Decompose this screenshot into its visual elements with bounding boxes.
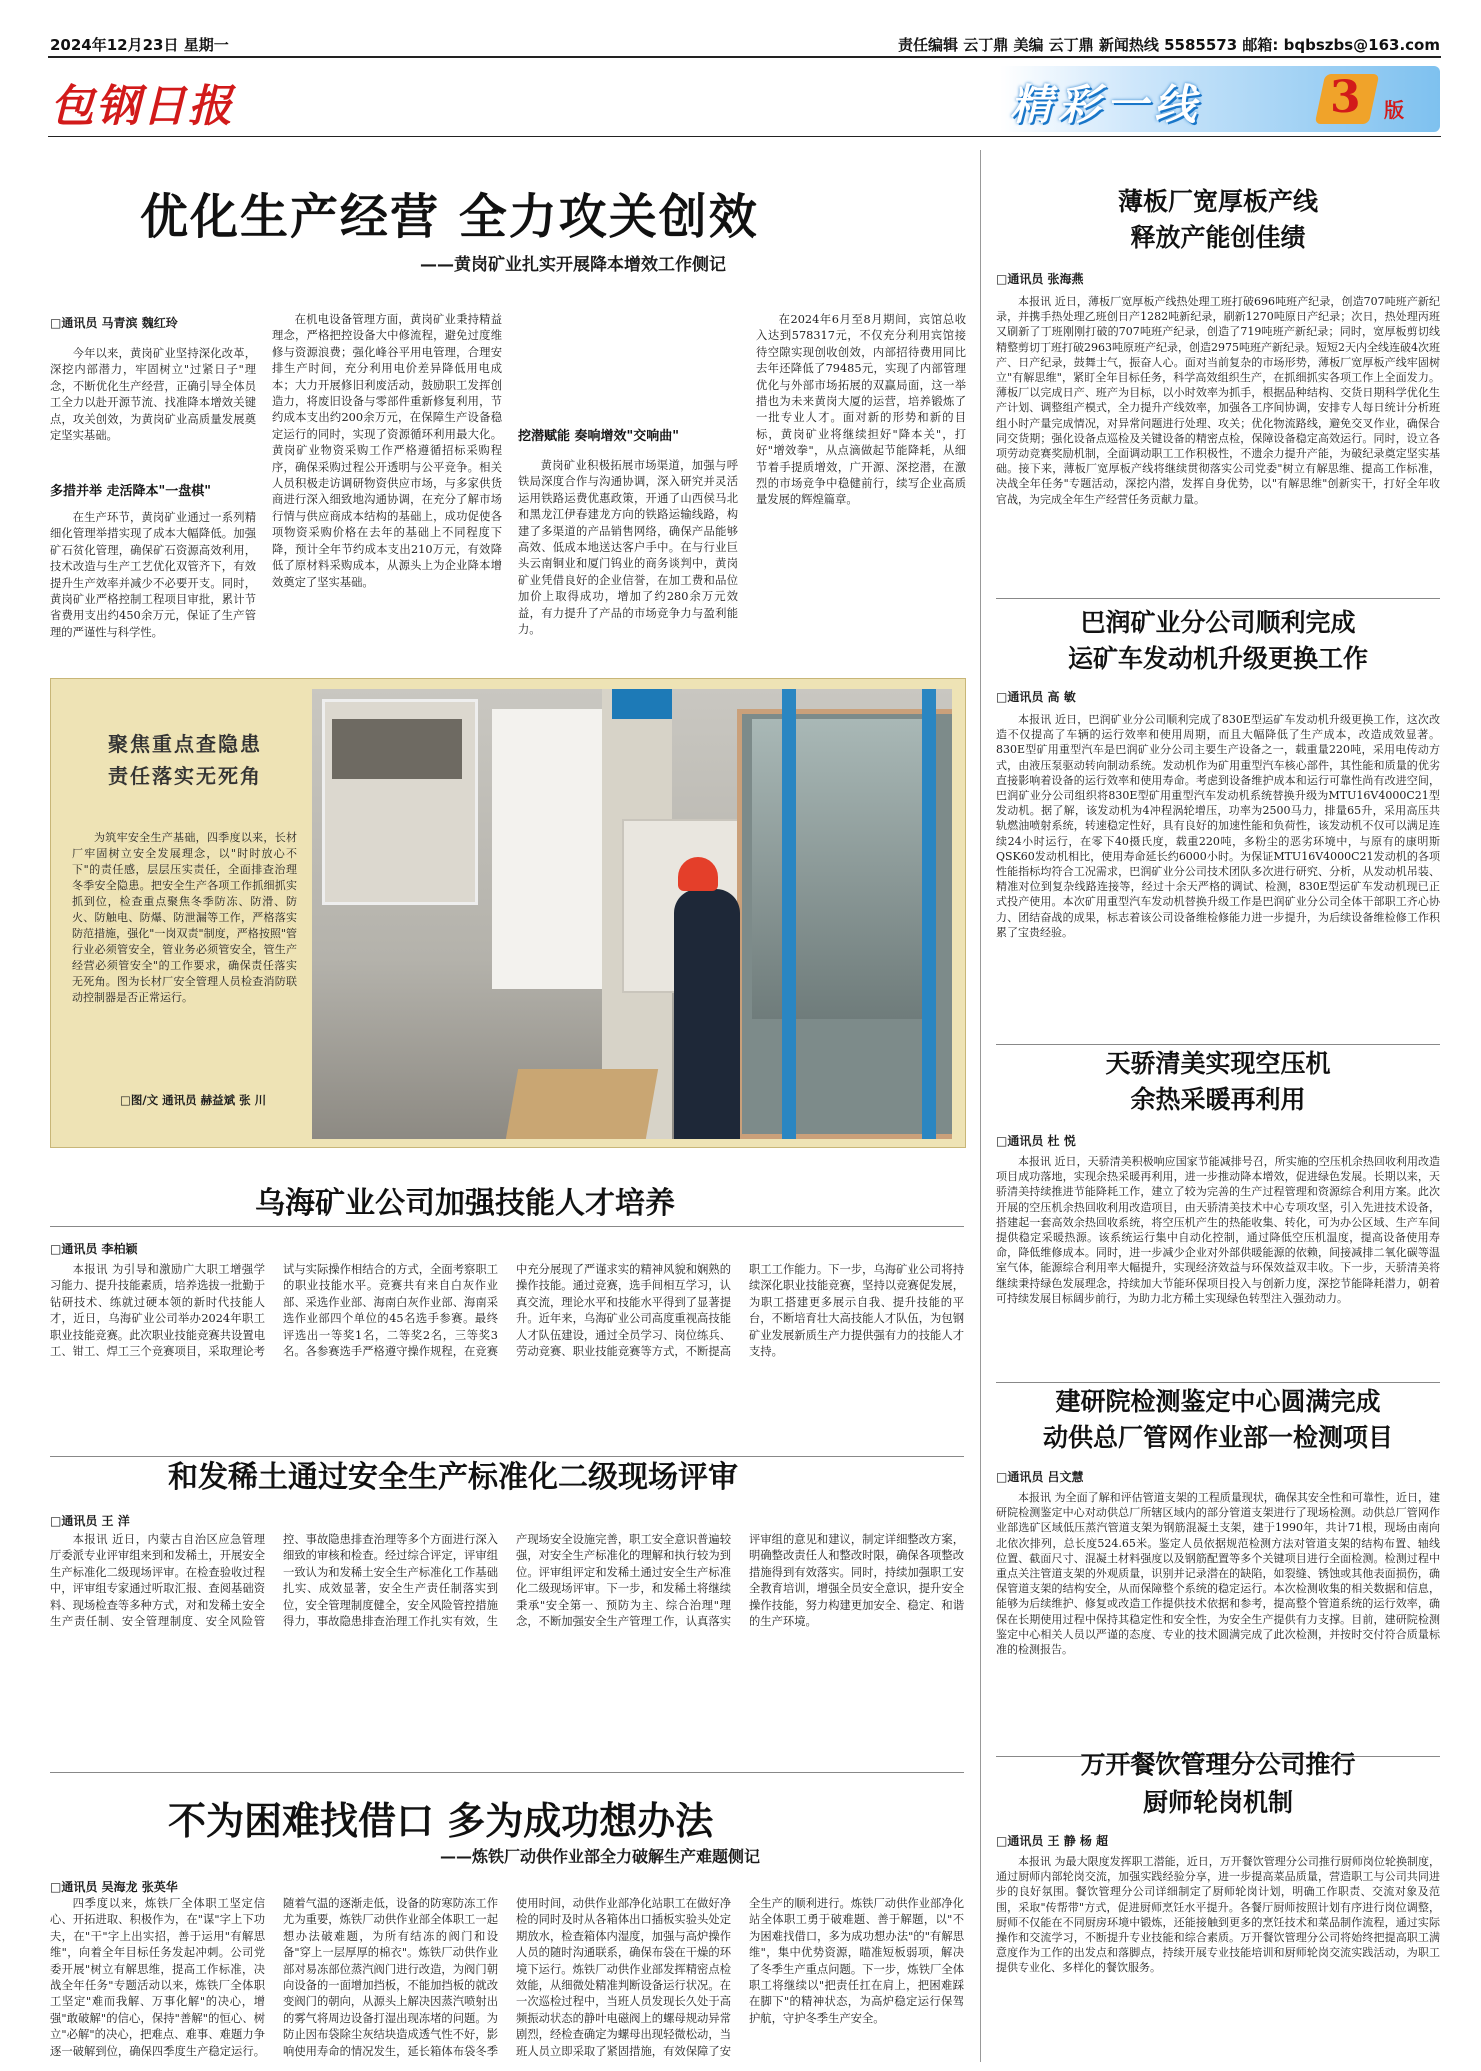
section-subheading: 多措并举 走活降本"一盘棋" (50, 484, 212, 499)
article-body: 本报讯 为引导和激励广大职工增强学习能力、提升技能素质，培养选拔一批勤于钻研技术、练就过硬本领的新时代技能人才，近日，乌海矿业公司举办2024年职工职业技能竞赛。此次职业技能竞赛共设置电工、钳工、焊工三个竞赛项目，采取理论考试与实际操作相结合的方式，全面考察职工的职业技能水平。竞赛共有来自白灰作业部、采选作业部、海南白灰作业部、海南采选作业部四个单位的45名选手参赛。最终评选出一等奖1名，二等奖2名，三等奖3名。各参赛选手严格遵守操作规程，在竞赛中充分展现了严谨求实的精神风貌和娴熟的操作技能。通过竞赛，选手间相互学习，认真交流，理论水平和技能水平得到了显著提升。近年来，乌海矿业公司高度重视高技能人才队伍建设，通过全员学习、岗位练兵、劳动竞赛、职业技能竞赛等方式，不断提高职工工作能力。下一步，乌海矿业公司将持续深化职业技能竞赛，坚持以竞赛促发展，为职工搭建更多展示自我、提升技能的平台，不断培育壮大高技能人才队伍，为包钢矿业发展新质生产力提供强有力的技能人才支持。 (50, 1263, 964, 1359)
article-title: 不为困难找借口 多为成功想办法 (168, 1799, 714, 1843)
article-body: 本报讯 近日，内蒙古自治区应急管理厅委派专业评审组来到和发稀土，开展安全生产标准化二级现场评审。在检查验收过程中，评审组专家通过听取汇报、查阅基础资料、现场检查等多种方式，对和发稀土安全生产责任制、安全管理制度、安全风险管控、事故隐患排查治理等多个方面进行深入细致的审核和检查。经过综合评定，评审组一致认为和发稀土安全生产标准化工作基础扎实、成效显著，安全生产责任制落实到位，安全管理制度健全，安全风险管控措施得力，事故隐患排查治理工作扎实有效，生产现场安全设施完善，职工安全意识普遍较强，对安全生产标准化的理解和执行较为到位。评审组评定和发稀土通过安全生产标准化二级现场评审。下一步，和发稀土将继续秉承"安全第一、预防为主、综合治理"理念，不断加强安全生产管理工作，认真落实评审组的意见和建议，制定详细整改方案，明确整改责任人和整改时限，确保各项整改措施得到有效落实。同时，持续加强职工安全教育培训，增强全员安全意识，提升安全操作技能，努力构建更加安全、稳定、和谐的生产环境。 (50, 1533, 964, 1629)
title-line2: 余热采暖再利用 (1130, 1085, 1306, 1114)
divider (996, 1382, 1440, 1383)
column-divider (980, 150, 981, 2062)
article-title (996, 184, 1440, 256)
title-line1: 建研院检测鉴定中心圆满完成 (1055, 1387, 1381, 1416)
title-line1: 天骄清美实现空压机 (1105, 1049, 1331, 1078)
divider (996, 1044, 1440, 1045)
page-suffix: 版 (1384, 98, 1404, 122)
header-rule (48, 56, 1441, 58)
article-body: 本报讯 近日，天骄清美积极响应国家节能减排号召，所实施的空压机余热回收利用改造项目成功落地，实现余热采暖再利用，进一步推动降本增效，促进绿色发展。长期以来，天骄清美持续推进节能降耗工作，建立了较为完善的生产过程管理和资源综合利用方案。此次开展的空压机余热回收利用改造项目，由天骄清美技术中心专项攻坚，引入先进技术设备，搭建起一套高效余热回收系统，将空压机产生的热能收集、转化，可为办公区域、生产车间提供稳定采暖热源。该系统运行集中自动化控制，通过降低空压机温度，提高设备使用寿命，降低维修成本。同时，进一步减少企业对外部供暖能源的依赖，间接减排二氧化碳等温室气体，能源综合利用率大幅提升，实现经济效益与环保效益双丰收。下一步，天骄清美将继续秉持绿色发展理念，持续加大节能环保项目投入与创新力度，深挖节能降耗潜力，朝着可持续发展目标阔步前行，为助力北方稀土实现绿色转型注入强劲动力。 (996, 1155, 1440, 1305)
article-body: 四季度以来，炼铁厂全体职工坚定信心、开拓进取、积极作为，在"谋"字上下功夫，在"干"字上出实招，善于运用"有解思维"，向着全年目标任务发起冲刺。公司党委开展"树立有解思维，提高工作标准，决战全年任务"专题活动以来，炼铁厂全体职工坚定"难而我解、万事化解"的决心，增强"敢破解"的信心，保持"善解"的恒心、树立"必解"的决心，把难点、难事、难题力争逐一破解到位，确保四季度生产稳定运行。随着气温的逐渐走低，设备的防寒防冻工作尤为重要，炼铁厂动供作业部全体职工一起想办法破难题，为所有结冻的阀门和设备"穿上一层厚厚的棉衣"。炼铁厂动供作业部对易冻部位蒸汽阀门进行改造，为阀门朝向设备的一面增加挡板，不能加挡板的就改变阀门的朝向，从源头上解决因蒸汽喷射出的雾气将周边设备打湿出现冻堵的问题。为防止因布袋除尘灰结块造成透气性不好，影响使用寿命的情况发生，延长箱体布袋冬季使用时间，动供作业部净化站职工在做好净检的同时及时从各箱体出口插板实验头处定期放水，检查箱体内湿度，加强与高炉操作人员的随时沟通联系，确保布袋在干燥的环境下运行。炼铁厂动供作业部发挥精密点检效能，从细微处精准判断设备运行状况。在一次巡检过程中，当班人员发现长久处于高频振动状态的静叶电磁阀上的螺母规动异常剧烈，经检查确定为螺母出现轻微松动，当班人员立即采取了紧固措施，有效保障了安全生产的顺利进行。炼铁厂动供作业部净化站全体职工勇于破难题、善于解题，以"不为困难找借口，多为成功想办法"的"有解思维"，集中优势资源，瞄准短板弱项，解决了冬季生产重点问题。下一步，炼铁厂全体职工将继续以"把责任扛在肩上，把困难踩在脚下"的精神状态，为高炉稳定运行保驾护航，守护冬季生产安全。 (50, 1897, 964, 2058)
section-name: 精彩一线 (1010, 80, 1203, 129)
article-title (996, 605, 1440, 677)
article-body: 本报讯 近日，巴润矿业分公司顺利完成了830E型运矿车发动机升级更换工作，这次改造不仅提高了车辆的运行效率和使用周期，而且大幅降低了生产成本，改造成效显著。830E型矿用重型汽车是巴润矿业分公司主要生产设备之一，载重量220吨，采用电传动方式，由液压泵驱动转向制动系统。发动机作为矿用重型汽车核心部件，其性能和质量的优劣直接影响着设备的运行效率和使用寿命。考虑到设备维护成本和运行可靠性尚有改进空间，巴润矿业分公司组织将830E型矿用重型汽车发动机系统替换升级为MTU16V4000C21型发动机。据了解，该发动机为4冲程涡轮增压，功率为2500马力，排量65升，采用高压共轨燃油喷射系统，转速稳定性好，具有良好的加速性能和负荷性，该发动机不仅可以满足连续24小时运行，在零下40摄氏度，载重220吨，多粉尘的恶劣环境中，与原有的康明斯QSK60发动机相比，使用寿命延长约6000小时。为保证MTU16V4000C21发动机的各项性能指标均符合工况需求，巴润矿业分公司技术团队多次进行研究、分析，从发动机吊装、精准对位到复杂线路连接等，经过十余天严格的调试、检测，830E型运矿车发动机现已正式投产使用。本次矿用重型汽车发动机替换升级工作是巴润矿业分公司全体干部职工齐心协力、团结奋战的成果，标志着该公司设备维检修能力进一步提升，为后续设备维检修工作积累了宝贵经验。 (996, 713, 1440, 939)
article-title (996, 1046, 1440, 1118)
title-line2: 厨师轮岗机制 (1142, 1788, 1293, 1817)
reporter: □通讯员 王 静 杨 超 (996, 1834, 1109, 1848)
reporter: □通讯员 王 洋 (50, 1514, 130, 1528)
title-line1: 万开餐饮管理分公司推行 (1080, 1750, 1356, 1779)
reporter: □通讯员 吴海龙 张英华 (50, 1880, 178, 1894)
article-body-col1: 今年以来，黄岗矿业坚持深化改革，深挖内部潜力，牢固树立"过紧日子"理念，不断优化生产经营，正确引导全体员工全力以赴开源节流、找准降本增效关键点，攻关创效，为黄岗矿业高质量发展奠定坚实基础。 (50, 347, 256, 443)
article-body-col4: 在2024年6月至8月期间，宾馆总收入达到578317元，不仅充分利用宾馆接待空隙实现创收创效，内部招待费用同比去年还降低了79485元，实现了内部管理优化与外部市场拓展的双赢局面，这一举措也为未来黄岗大厦的运营，培养锻炼了一批专业人才。面对新的形势和新的目标，黄岗矿业将继续担好"降本关"，打好"增效拳"，从点滴做起节能降耗，从细节着手提质增效，广开源、深挖潜，在激烈的市场竞争中稳健前行，续写企业高质量发展的辉煌篇章。 (756, 313, 966, 507)
photo-inspection (312, 689, 952, 1139)
section-subheading: 挖潜赋能 奏响增效"交响曲" (518, 429, 680, 444)
title-line2: 释放产能创佳绩 (1130, 223, 1306, 252)
header-rule-2 (48, 136, 1441, 137)
article-title: 优化生产经营 全力攻关创效 (140, 189, 759, 245)
photo-caption: 为筑牢安全生产基础，四季度以来，长材厂牢固树立安全发展理念，以"时时放心不下"的责任感，层层压实责任，全面排查治理冬季安全隐患。把安全生产各项工作抓细抓实抓到位，检查重点聚焦冬季防冻、防滑、防火、防触电、防爆、防泄漏等工作，严格落实防范措施，强化"一岗双责"制度，严格按照"管行业必须管安全，管业务必须管安全，管生产经营必须管安全"的工作要求，确保责任落实无死角。图为长材厂安全管理人员检查消防联动控制器是否正常运行。 (72, 831, 297, 1004)
article-title: 和发稀土通过安全生产标准化二级现场评审 (168, 1460, 738, 1495)
article-body-col2: 在机电设备管理方面，黄岗矿业秉持精益理念，严格把控设备大中修流程，避免过度维修与资源浪费；强化峰谷平用电管理，合理安排生产时间，充分利用电价差异降低用电成本；大力开展修旧利废活动，鼓励职工发挥创造力，将废旧设备与零部件重新修复利用，节约成本支出约200余万元，在保障生产设备稳定运行的同时，实现了资源循环利用最大化。黄岗矿业物资采购工作严格遵循招标采购程序，确保采购过程公开透明与公平竞争。相关人员积极走访调研物资供应市场，与多家供货商进行深入细致地沟通协调，在充分了解市场行情与供应商成本结构的基础上，成功促使各项物资采购价格在去年的基础上不同程度下降，预计全年节约成本支出210万元，有效降低了原材料采购成本，从源头上为企业降本增效奠定了坚实基础。 (272, 313, 502, 589)
title-line2: 运矿车发动机升级更换工作 (1067, 644, 1368, 673)
title-line2: 动供总厂管网作业部一检测项目 (1042, 1423, 1393, 1452)
reporter: □通讯员 马青滨 魏红玲 (50, 316, 178, 330)
article-body-col3: 黄岗矿业积极拓展市场渠道，加强与呼铁局深度合作与沟通协调，深入研究并灵活运用铁路运费优惠政策，开通了山西侯马北和黑龙江伊春建龙方向的铁路运输线路，构建了多渠道的产品销售网络，确保产品能够高效、低成本地送达客户手中。在与行业巨头云南铜业和厦门钨业的商务谈判中，黄岗矿业凭借良好的企业信誉，在加工费和品位加价上取得成功，增加了约280余万元效益，有力提升了产品的市场竞争力与盈利能力。 (518, 459, 738, 637)
article-subtitle: ——黄岗矿业扎实开展降本增效工作侧记 (420, 255, 726, 275)
reporter: □通讯员 李柏颖 (50, 1242, 138, 1256)
reporter: □通讯员 杜 悦 (996, 1134, 1076, 1148)
photo-title (70, 728, 300, 792)
reporter: □通讯员 高 敏 (996, 690, 1076, 704)
article-subtitle: ——炼铁厂动供作业部全力破解生产难题侧记 (440, 1847, 761, 1866)
page-number: 3 (1330, 72, 1361, 123)
article-body: 本报讯 为最大限度发挥职工潜能，近日，万开餐饮管理分公司推行厨师岗位轮换制度，通过厨师内部轮岗交流，加强实践经验分享，进一步提高菜品质量，营造职工与公司共同进步的良好氛围。餐饮管理分公司详细制定了厨师轮岗计划，明确工作职责、交流对象及范围，采取"传帮带"方式，促进厨师烹饪水平提升。各餐厅厨师按照计划有序进行岗位调整，厨师不仅能在不同厨房环境中锻炼，还能接触到更多的烹饪技术和菜品制作流程，通过实际操作和交流学习，不断提升专业技能和综合素质。万开餐饮管理分公司将始终把提高职工满意度作为工作的出发点和落脚点，持续开展专业技能培训和厨师轮岗交流实践活动，为职工提供专业化、多样化的餐饮服务。 (996, 1855, 1440, 1975)
photo-title-line1: 聚焦重点查隐患 (108, 732, 262, 756)
article-body: 本报讯 为全面了解和评估管道支架的工程质量现状，确保其安全性和可靠性，近日，建研院检测鉴定中心对动供总厂所辖区域内的部分管道支架进行了现场检测。动供总厂管网作业部选矿区域低压蒸汽管道支架为钢筋混凝土支架，建于1990年，共计71根，现场由南向北依次排列，总长度524.65米。鉴定人员依据规范检测方法对管道支架的结构布置、轴线位置、截面尺寸、混凝土材料强度以及钢筋配置等多个关键项目进行全面检测。检测过程中重点关注管道支架的外观质量，识别并记录潜在的缺陷，如裂缝、锈蚀或其他表面损伤，确保管道支架的结构安全，从而保障整个系统的稳定运行。本次检测收集的相关数据和信息，能够为后续维护、修复或改造工作提供技术依据和参考，提高整个管道系统的运行效率，确保在长期使用过程中保持其稳定性和安全性，为安全生产提供有力支撑。目前，建研院检测鉴定中心相关人员以严谨的态度、专业的技术圆满完成了此次检测，并按时交付符合质量标准的检测报告。 (996, 1491, 1440, 1657)
editor-info: 责任编辑 云丁鼎 美编 云丁鼎 新闻热线 5585573 邮箱: bqbszbs@163.com (898, 36, 1440, 54)
divider (50, 1772, 964, 1773)
reporter: □通讯员 吕文慧 (996, 1470, 1084, 1484)
newspaper-logo: 包钢日报 (50, 81, 234, 132)
photo-credit: □图/文 通讯员 赫益斌 张 川 (120, 1093, 267, 1107)
title-line1: 巴润矿业分公司顺利完成 (1080, 608, 1356, 637)
article-title (996, 1746, 1440, 1822)
article-title: 乌海矿业公司加强技能人才培养 (255, 1186, 675, 1221)
issue-date: 2024年12月23日 星期一 (50, 36, 229, 54)
reporter: □通讯员 张海燕 (996, 272, 1084, 286)
article-title (996, 1384, 1440, 1456)
divider (50, 1226, 964, 1227)
photo-title-line2: 责任落实无死角 (108, 764, 262, 788)
title-line1: 薄板厂宽厚板产线 (1117, 187, 1318, 216)
article-body: 本报讯 近日，薄板厂宽厚板产线热处理工班打破696吨班产纪录，创造707吨班产新纪录，并携手热处理乙班创日产1282吨新纪录，刷新1270吨原日产纪录；次日，热处理丙班又刷新了丁班刚刚打破的707吨班产纪录，创造了719吨班产新纪录；同时，宽厚板剪切线精整剪切丁班打破2963吨原班产纪录，创造2975吨班产新纪录。短短2天内全线连破4次班产、日产纪录，鼓舞士气，振奋人心。面对当前复杂的市场形势，薄板厂宽厚板产线牢固树立"有解思维"，紧盯全年目标任务，科学高效组织生产，在抓细抓实各项工作上全面发力。薄板厂以完成日产、班产为目标，以小时效率为抓手，根据品种结构、交货日期科学优化生产计划、调整组产模式，全力提升产线效率，加强各工序间协调，安排专人每日统计分析班组小时产量完成情况，对异常问题进行处理、攻关；优化物流路线，避免交叉作业，确保合同交货期；强化设备点巡检及关键设备的精密点检，保障设备稳定高效运行。同时，设立各项劳动竞赛奖励机制，全面调动职工工作积极性，不遗余力提升产能，为破纪录奠定坚实基础。接下来，薄板厂宽厚板产线将继续贯彻落实公司党委"树立有解思维、提高工作标准，决战全年任务"专题活动，深挖内潜，发挥自身优势，以"有解思维"创新实干，打好全年收官战，为完成全年生产经营任务贡献力量。 (996, 295, 1440, 506)
divider (996, 598, 1440, 599)
article-body-col1b: 在生产环节，黄岗矿业通过一系列精细化管理举措实现了成本大幅降低。加强矿石贫化管理，确保矿石资源高效利用，技术改造与生产工艺优化双管齐下，有效提升生产效率并减少不必要开支。同时，黄岗矿业严格控制工程项目审批，累计节省费用支出约450余万元，保证了生产管理的严谨性与科学性。 (50, 511, 256, 639)
